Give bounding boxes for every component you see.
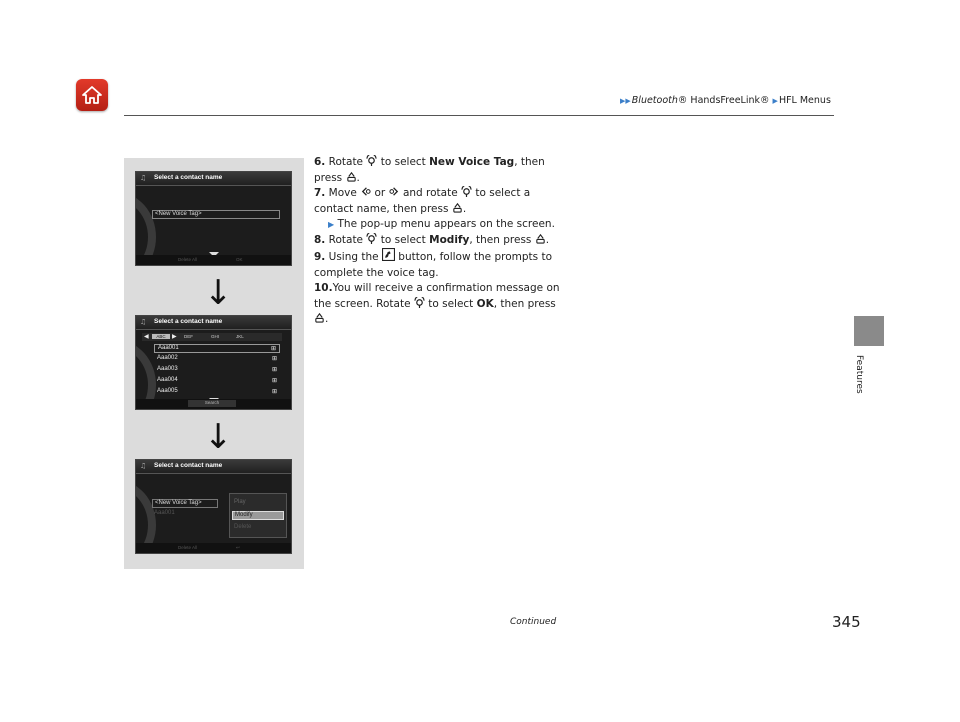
screen-title: Select a contact name <box>154 174 223 181</box>
interface-dial-rotate-icon <box>414 297 425 308</box>
interface-dial-rotate-icon <box>366 233 377 244</box>
footer-delete-all: Delete All <box>178 257 198 262</box>
tab-next-icon: ▶ <box>172 334 177 340</box>
tab-def: DEF <box>184 334 193 339</box>
page-number: 345 <box>832 613 861 631</box>
interface-dial-press-icon <box>314 312 325 323</box>
footer-ok: OK <box>236 257 243 262</box>
list-item: <New Voice Tag> <box>152 499 218 508</box>
menu-play: Play <box>234 499 246 505</box>
step-10: 10.You will receive a confirmation message on the screen. Rotate to select OK, then press . <box>314 282 560 325</box>
menu-delete: Delete <box>234 524 252 530</box>
section-label: Features <box>854 355 864 394</box>
screen-2 <box>135 315 292 410</box>
step-9: 9. Using the button, follow the prompts to complete the voice tag. <box>314 248 564 281</box>
note-arrow-icon: ▶ <box>328 220 335 229</box>
step-8: 8. Rotate to select Modify, then press . <box>314 233 550 246</box>
interface-dial-rotate-icon <box>366 155 377 166</box>
list-item: <New Voice Tag> <box>152 210 280 219</box>
breadcrumb-part-1[interactable]: Bluetooth <box>631 95 678 106</box>
contact-row: Aaa005 ⊞ <box>157 388 277 395</box>
interface-dial-move-right-icon <box>389 186 400 197</box>
tab-abc: ABC <box>152 334 170 339</box>
contact-row: Aaa001 ⊞ <box>154 344 280 353</box>
screen-1 <box>135 171 292 266</box>
tab-prev-icon: ◀ <box>144 334 149 340</box>
flow-arrow-icon: ↓ <box>204 273 233 313</box>
list-item: Aaa001 <box>154 510 175 516</box>
interface-dial-press-icon <box>535 233 546 244</box>
voice-icon: ♫ <box>140 462 147 470</box>
screen-title: Select a contact name <box>154 462 223 469</box>
voice-icon: ♫ <box>140 318 147 326</box>
contact-row: Aaa004 ⊞ <box>157 377 277 384</box>
home-button[interactable] <box>76 79 108 111</box>
tab-jkl: JKL <box>236 334 244 339</box>
voice-icon: ♫ <box>140 174 147 182</box>
footer-back-icon: ↩ <box>236 545 240 550</box>
breadcrumb <box>620 95 831 106</box>
flow-arrow-icon: ↓ <box>204 417 233 457</box>
breadcrumb-part-2[interactable]: ® HandsFreeLink® <box>677 95 770 106</box>
interface-dial-press-icon <box>346 171 357 182</box>
header-rule <box>124 115 834 116</box>
footer-delete-all: Delete All <box>178 545 198 550</box>
talk-button-icon <box>382 248 395 261</box>
contact-row: Aaa002 ⊞ <box>157 355 277 362</box>
interface-dial-rotate-icon <box>461 186 472 197</box>
contact-row: Aaa003 ⊞ <box>157 366 277 373</box>
menu-modify: Modify <box>232 511 284 520</box>
footer-search: Search <box>188 400 236 407</box>
step-7: 7. Move or and rotate to select a contact name, then press . <box>314 187 531 215</box>
screen-title: Select a contact name <box>154 318 223 325</box>
interface-dial-move-left-icon <box>360 186 371 197</box>
breadcrumb-part-3[interactable]: HFL Menus <box>778 95 831 106</box>
step-6: 6. Rotate to select New Voice Tag, then press . <box>314 156 545 184</box>
step-7-note: ▶ The pop-up menu appears on the screen. <box>328 218 555 230</box>
tab-ghi: GHI <box>211 334 220 339</box>
breadcrumb-arrow-icon: ▶ <box>772 97 778 105</box>
interface-dial-press-icon <box>452 202 463 213</box>
home-icon <box>81 85 103 105</box>
continued-label: Continued <box>510 617 557 627</box>
popup-menu <box>229 493 287 538</box>
screen-3 <box>135 459 292 554</box>
breadcrumb-arrow-icon: ▶▶ <box>620 97 631 105</box>
section-tab[interactable] <box>854 316 884 346</box>
instruction-steps <box>314 155 564 328</box>
